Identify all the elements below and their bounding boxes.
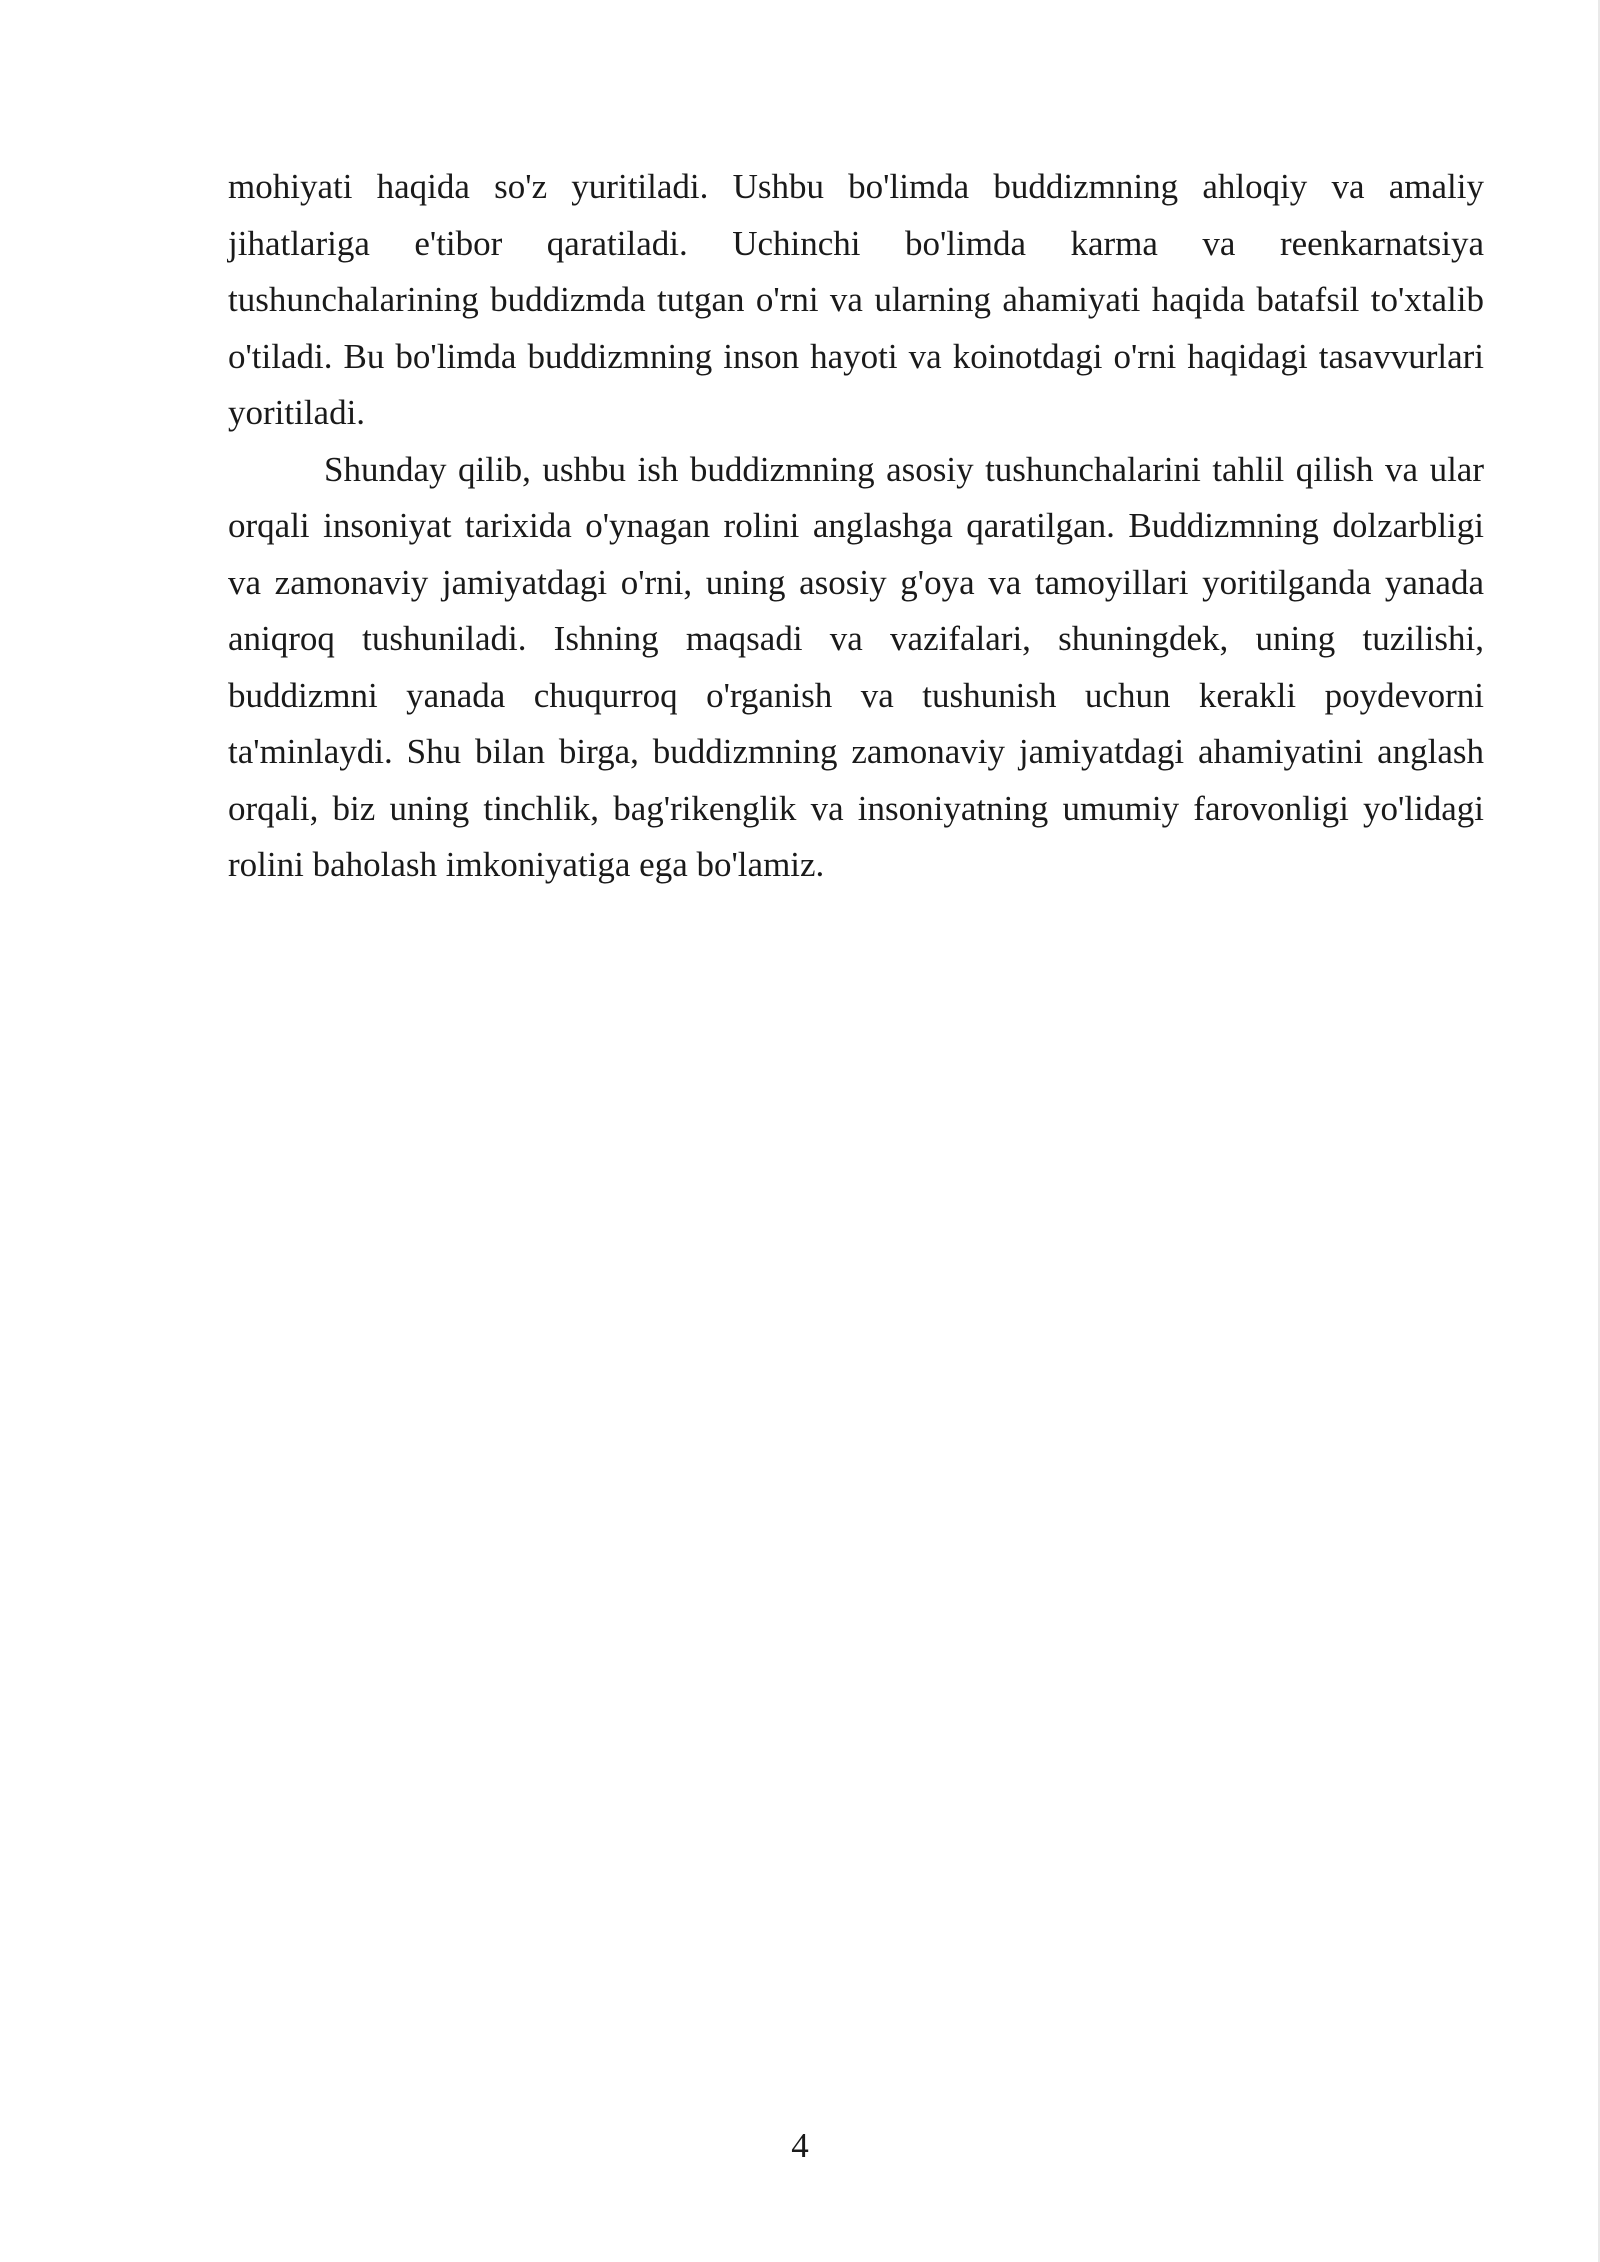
- paragraph-conclusion: Shunday qilib, ushbu ish buddizmning asosiy tushunchalarini tahlil qilish va ular orqali insoniyat tarixida o'ynagan rolini anglashga qaratilgan. Buddizmning dolzarbligi va zamonaviy jamiyatdagi o'rni, uning asosiy g'oya va tamoyillari yoritilganda yanada aniqroq tushuniladi. Ishning maqsadi va vazifalari, shuningdek, uning tuzilishi, buddizmni yanada chuqurroq o'rganish va tushunish uchun kerakli poydevorni ta'minlaydi. Shu bilan birga, buddizmning zamonaviy jamiyatdagi ahamiyatini anglash orqali, biz uning tinchlik, bag'rikenglik va insoniyatning umumiy farovonligi yo'lidagi rolini baholash imkoniyatiga ega bo'lamiz.: [228, 449, 1484, 884]
- page-number: 4: [791, 2126, 809, 2165]
- body-text: [228, 159, 1484, 894]
- paragraph-continuation: mohiyati haqida so'z yuritiladi. Ushbu bo'limda buddizmning ahloqiy va amaliy jihatlariga e'tibor qaratiladi. Uchinchi bo'limda karma va reenkarnatsiya tushunchalarining buddizmda tutgan o'rni va ularning ahamiyati haqida batafsil to'xtalib o'tiladi. Bu bo'limda buddizmning inson hayoti va koinotdagi o'rni haqidagi tasavvurlari yoritiladi.: [228, 167, 1484, 432]
